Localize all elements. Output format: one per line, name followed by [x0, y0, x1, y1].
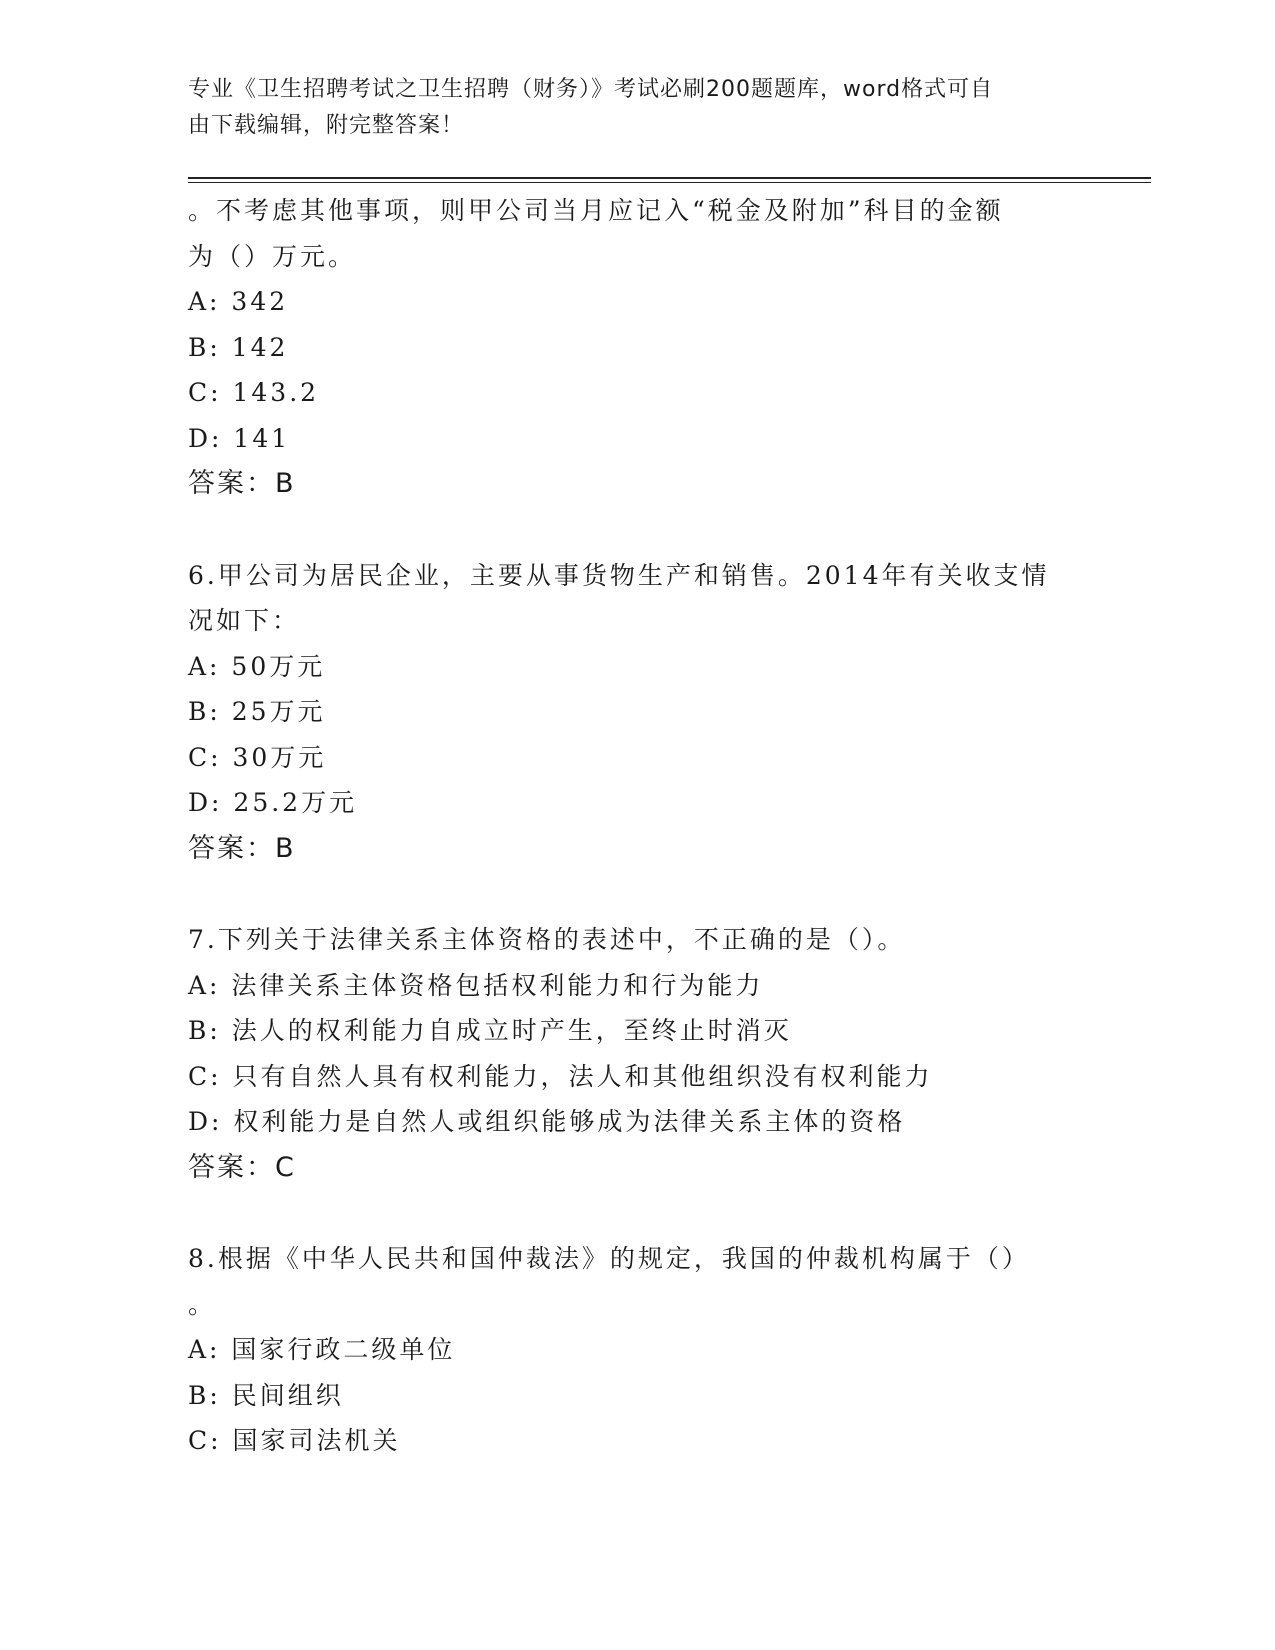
option-d: D: 25.2万元: [188, 788, 358, 817]
question-stem-line: 7.下列关于法律关系主体资格的表述中，不正确的是（）。: [188, 925, 906, 954]
option-a: A: 国家行政二级单位: [188, 1335, 456, 1364]
option-d: D: 141: [188, 423, 291, 453]
question-list: [188, 188, 1088, 1464]
option-c: C: 国家司法机关: [188, 1426, 401, 1455]
question-5: [188, 188, 1088, 507]
question-spacer: [188, 871, 1088, 917]
option-b: B: 25万元: [188, 697, 326, 726]
option-b: B: 法人的权利能力自成立时产生，至终止时消灭: [188, 1016, 792, 1045]
question-stem-line: 。: [188, 1289, 217, 1319]
option-a: A: 法律关系主体资格包括权利能力和行为能力: [188, 970, 764, 1000]
question-6: [188, 553, 1088, 872]
header-divider-thin: [188, 182, 1151, 183]
answer-label: 答案：C: [188, 1151, 296, 1183]
option-a: A: 50万元: [188, 651, 326, 681]
option-a: A: 342: [188, 287, 289, 316]
answer-label: 答案：B: [188, 832, 296, 864]
question-stem-line: 为（）万元。: [188, 241, 357, 271]
option-b: B: 142: [188, 332, 289, 362]
option-d: D: 权利能力是自然人或组织能够成为法律关系主体的资格: [188, 1107, 906, 1136]
document-header: [188, 72, 1068, 144]
question-7: [188, 917, 1088, 1190]
header-divider-thick: [188, 177, 1151, 179]
question-spacer: [188, 1190, 1088, 1236]
option-c: C: 143.2: [188, 378, 320, 407]
option-c: C: 只有自然人具有权利能力，法人和其他组织没有权利能力: [188, 1061, 933, 1091]
option-c: C: 30万元: [188, 742, 327, 772]
header-title-line-1: 专业《卫生招聘考试之卫生招聘（财务）》考试必刷200题题库，word格式可自: [188, 77, 994, 102]
option-b: B: 民间组织: [188, 1380, 344, 1410]
question-stem-line: 8.根据《中华人民共和国仲裁法》的规定，我国的仲裁机构属于（）: [188, 1244, 1030, 1273]
question-stem-line: 6.甲公司为居民企业，主要从事货物生产和销售。2014年有关收支情: [188, 560, 1050, 590]
answer-label: 答案：B: [188, 468, 296, 499]
question-stem-line: 况如下：: [188, 606, 301, 635]
header-title-line-2: 由下载编辑，附完整答案！: [188, 113, 465, 138]
question-spacer: [188, 507, 1088, 553]
question-stem-line: 。不考虑其他事项，则甲公司当月应记入“税金及附加”科目的金额: [188, 196, 1004, 225]
question-8: [188, 1236, 1088, 1464]
